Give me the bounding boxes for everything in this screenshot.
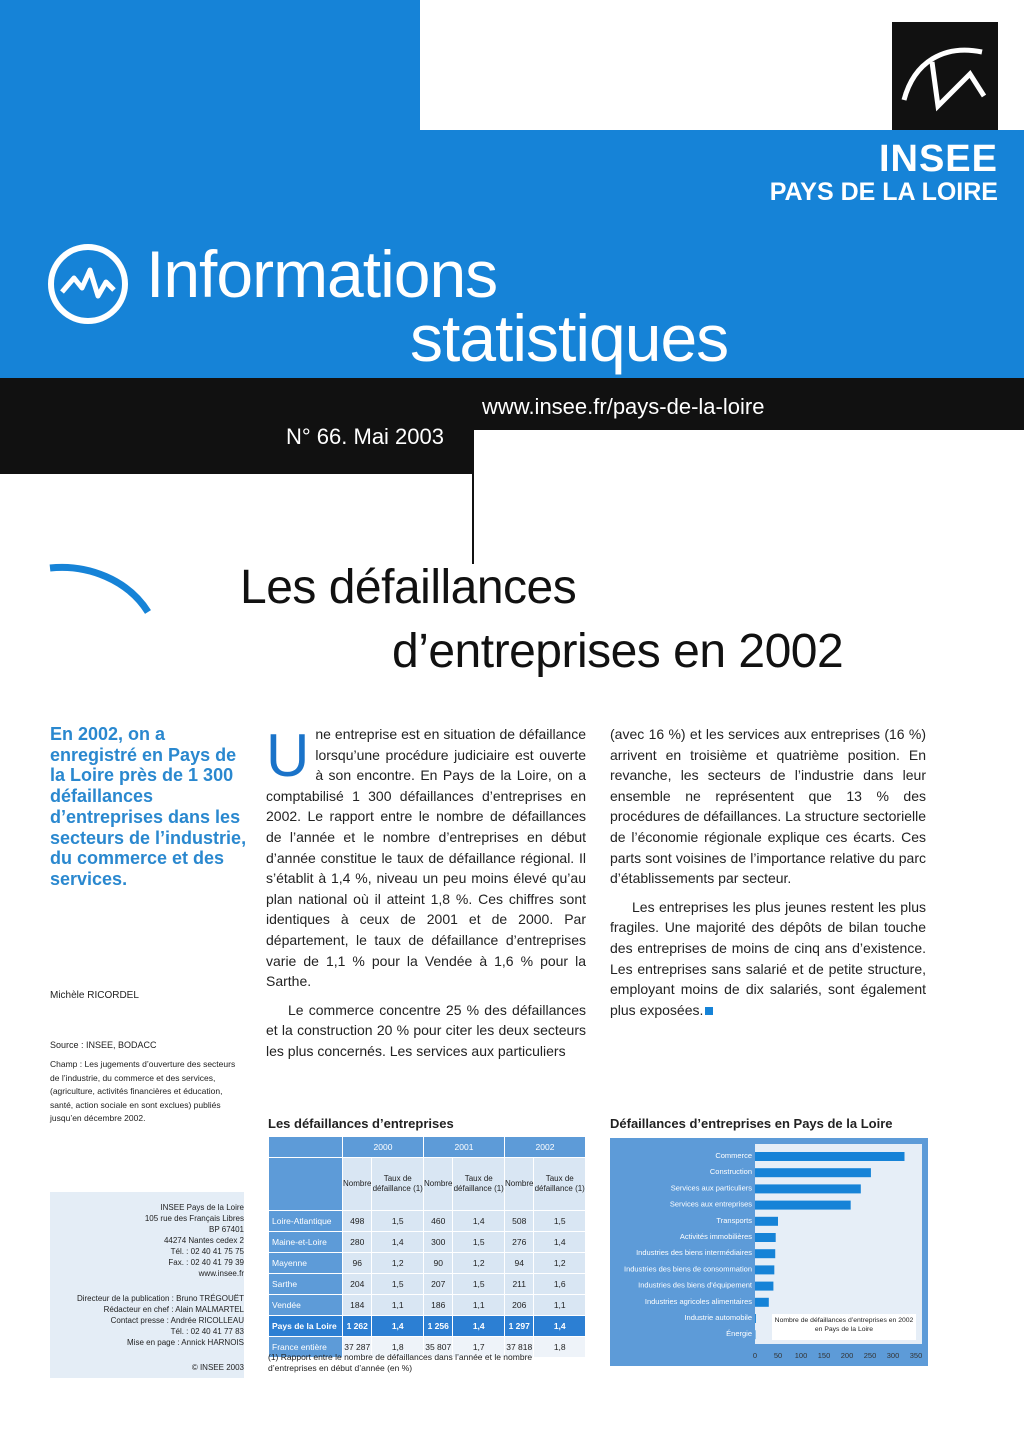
divider-line (472, 430, 474, 564)
year-header: 2000 (343, 1137, 424, 1158)
table-cell: 211 (505, 1274, 534, 1295)
year-header: 2002 (505, 1137, 586, 1158)
bar (755, 1249, 775, 1258)
bar-chart (610, 1138, 928, 1366)
table-cell: 276 (505, 1232, 534, 1253)
series-title-line2: statistiques (410, 301, 729, 375)
failures-table (268, 1136, 586, 1358)
insee-logo-icon (892, 22, 998, 130)
table-cell: 1,2 (453, 1253, 505, 1274)
drop-cap: U (266, 722, 310, 789)
address-line: www.insee.fr (198, 1269, 244, 1278)
table-cell: 1,1 (372, 1295, 424, 1316)
bar (755, 1298, 769, 1307)
bar (755, 1168, 871, 1177)
table-cell: 96 (343, 1253, 372, 1274)
table-cell: 94 (505, 1253, 534, 1274)
table-cell: 1 262 (343, 1316, 372, 1337)
end-mark-icon (705, 1007, 713, 1015)
table-cell: 1,8 (534, 1337, 586, 1358)
info-stat-logo-icon (46, 242, 130, 326)
row-label: Vendée (269, 1295, 343, 1316)
bar (755, 1314, 756, 1323)
row-label: Sarthe (269, 1274, 343, 1295)
table-corner (269, 1137, 343, 1158)
x-tick-label: 350 (909, 1351, 923, 1360)
source-note: Source : INSEE, BODACC (50, 1040, 157, 1050)
x-tick-label: 100 (794, 1351, 808, 1360)
bar (755, 1184, 861, 1193)
x-tick-label: 150 (817, 1351, 831, 1360)
paragraph: Les entreprises les plus jeunes restent les plus fragiles. Une majorité des dépôts de bilan touche des entreprises de moins de cinq ans d’existence. Les entreprises sans salarié et de petite structure, employant moins de dix salariés, sont également plus exposées. (610, 898, 926, 1018)
paragraph: (avec 16 %) et les services aux entreprises (16 %) arrivent en troisième et quatrième position. En revanche, les secteurs de l’industrie dans leur ensemble ne représentent que 13 % des procédures de défaillances. La structure sectorielle de l’économie régionale explique ces écarts. Ces parts sont voisines de l’importance relative du parc d’établissements par secteur. (610, 726, 926, 887)
table-cell: 1,4 (372, 1316, 424, 1337)
year-header: 2001 (424, 1137, 505, 1158)
bar (755, 1201, 851, 1210)
col-header-taux: Taux de défaillance (1) (372, 1158, 424, 1211)
copyright: © INSEE 2003 (191, 1363, 244, 1372)
article-title-line2: d’entreprises en 2002 (392, 625, 844, 678)
table-cell: 498 (343, 1211, 372, 1232)
address-line: BP 67401 (209, 1225, 244, 1234)
credit-line: Contact presse : Andrée RICOLLEAU (110, 1316, 244, 1325)
table-cell: 1,6 (534, 1274, 586, 1295)
bar (755, 1152, 905, 1161)
table-cell: 35 807 (424, 1337, 453, 1358)
address-line: Fax. : 02 40 41 79 39 (168, 1258, 244, 1267)
table-cell: 460 (424, 1211, 453, 1232)
bar (755, 1282, 773, 1291)
brand-name: INSEE (878, 138, 998, 180)
table-row (269, 1253, 586, 1274)
table-cell: 1,5 (534, 1211, 586, 1232)
bar (755, 1217, 778, 1226)
category-label: Industries des biens intermédiaires (636, 1248, 752, 1258)
table-cell: 1,5 (453, 1274, 505, 1295)
row-label: Maine-et-Loire (269, 1232, 343, 1253)
series-title-line1: Informations (146, 237, 498, 311)
table-cell: 206 (505, 1295, 534, 1316)
decorative-arc-icon (48, 560, 158, 620)
paragraph: Une entreprise est en situation de défaillance lorsqu’une procédure judiciaire est ouverte à son encontre. En Pays de la Loire, on a comptabilisé 1 300 défaillances d’entreprises en 2002. Le rapport entre le nombre de défaillances de l’année et le nombre d’entreprises en début d’année constitue le taux de défaillance régional. Il s’établit à 1,4 %, niveau un peu moins élevé qu’au plan national où il atteint 1,8 %. Ces chiffres sont identiques à ceux de 2001 et de 2000. Par département, le taux de défaillance d’entreprises varie de 1,1 % pour la Vendée à 1,6 % pour la Sarthe. (266, 722, 586, 990)
table-cell: 90 (424, 1253, 453, 1274)
table-row (269, 1211, 586, 1232)
x-tick-label: 200 (840, 1351, 854, 1360)
table-cell: 1,4 (453, 1316, 505, 1337)
table-cell: 1 297 (505, 1316, 534, 1337)
brand-region: PAYS DE LA LOIRE (769, 178, 998, 206)
credit-line: Tél. : 02 40 41 77 83 (170, 1327, 244, 1336)
table-cell: 204 (343, 1274, 372, 1295)
x-tick-label: 250 (863, 1351, 877, 1360)
chart-title: Défaillances d’entreprises en Pays de la Loire (610, 1116, 893, 1131)
table-title: Les défaillances d’entreprises (268, 1116, 454, 1131)
x-tick-label: 0 (752, 1351, 758, 1360)
category-label: Activités immobilières (679, 1232, 752, 1241)
table-cell: 1,2 (534, 1253, 586, 1274)
table-cell: 1,7 (453, 1337, 505, 1358)
table-cell: 1,2 (372, 1253, 424, 1274)
credit-line: Rédacteur en chef : Alain MALMARTEL (103, 1305, 244, 1314)
table-cell: 1,4 (453, 1211, 505, 1232)
table-cell: 1,8 (372, 1337, 424, 1358)
table-row (269, 1274, 586, 1295)
category-label: Construction (709, 1167, 752, 1177)
publisher-info (50, 1192, 244, 1378)
table-cell: 207 (424, 1274, 453, 1295)
credit-line: Directeur de la publication : Bruno TRÉGOUËT (76, 1294, 244, 1303)
chart-note: Nombre de défaillances d’entreprises en 2002 en Pays de la Loire (774, 1317, 914, 1333)
bar (755, 1265, 774, 1274)
category-label: Services aux particuliers (670, 1183, 752, 1193)
issue-number: N° 66. Mai 2003 (286, 424, 444, 449)
col-header-nombre: Nombre (505, 1158, 534, 1211)
table-row (269, 1232, 586, 1253)
x-tick-label: 300 (886, 1351, 900, 1360)
table-cell: 186 (424, 1295, 453, 1316)
x-tick-label: 50 (773, 1351, 783, 1360)
col-header-nombre: Nombre (343, 1158, 372, 1211)
category-label: Industries des biens de consommation (624, 1264, 752, 1274)
row-label: Mayenne (269, 1253, 343, 1274)
category-label: Services aux entreprises (669, 1199, 752, 1209)
table-cell: 1,1 (534, 1295, 586, 1316)
address-line: Tél. : 02 40 41 75 75 (170, 1247, 244, 1256)
row-label: Loire-Atlantique (269, 1211, 343, 1232)
table-cell: 1,5 (372, 1274, 424, 1295)
table-cell: 1,5 (372, 1211, 424, 1232)
table-cell: 508 (505, 1211, 534, 1232)
table-cell: 300 (424, 1232, 453, 1253)
address-line: 44274 Nantes cedex 2 (163, 1236, 244, 1245)
category-label: Industries agricoles alimentaires (644, 1296, 752, 1306)
table-cell: 1,1 (453, 1295, 505, 1316)
address-line: 105 rue des Français Libres (144, 1214, 244, 1223)
col-header-taux: Taux de défaillance (1) (534, 1158, 586, 1211)
article-title-line1: Les défaillances (240, 561, 577, 614)
author: Michèle RICORDEL (50, 990, 139, 1001)
header-band-top (0, 0, 420, 130)
table-cell: 1,4 (534, 1232, 586, 1253)
table-cell: 1,4 (534, 1316, 586, 1337)
address-line: INSEE Pays de la Loire (160, 1203, 244, 1212)
paragraph: Le commerce concentre 25 % des défaillances et la construction 20 % pour citer les deux secteurs les plus concernés. Les services aux particuliers (266, 1001, 586, 1059)
table-footnote: (1) Rapport entre le nombre de défaillances dans l’année et le nombre d’entreprises en début d’année (en %) (268, 1352, 533, 1373)
credit-line: Mise en page : Annick HARNOIS (127, 1338, 244, 1347)
col-header-taux: Taux de défaillance (1) (453, 1158, 505, 1211)
category-label: Commerce (715, 1151, 752, 1160)
row-label: France entière (269, 1337, 343, 1358)
table-cell: 1,5 (453, 1232, 505, 1253)
table-corner (269, 1158, 343, 1211)
table-cell: 1 256 (424, 1316, 453, 1337)
table-cell: 184 (343, 1295, 372, 1316)
row-label: Pays de la Loire (269, 1316, 343, 1337)
table-cell: 37 818 (505, 1337, 534, 1358)
bar (755, 1233, 776, 1242)
table-row (269, 1316, 586, 1337)
table-cell: 1,4 (372, 1232, 424, 1253)
col-header-nombre: Nombre (424, 1158, 453, 1211)
website-link[interactable]: www.insee.fr/pays-de-la-loire (482, 394, 765, 419)
scope-note: Champ : Les jugements d’ouverture des secteurs de l’industrie, du commerce et des services, (agriculture, activités financières et éducation, santé, action sociale en sont exclues) publiés jusqu’en décembre 2002. (50, 1059, 236, 1123)
category-label: Énergie (726, 1329, 752, 1339)
table-cell: 280 (343, 1232, 372, 1253)
table-cell: 37 287 (343, 1337, 372, 1358)
body-column-1 (266, 724, 586, 1062)
body-column-2 (610, 724, 926, 1020)
category-label: Transports (716, 1215, 752, 1225)
category-label: Industries des biens d’équipement (638, 1280, 752, 1290)
table-row (269, 1295, 586, 1316)
lead-summary: En 2002, on a enregistré en Pays de la Loire près de 1 300 défaillances d’entreprises dans les secteurs de l’industrie, du commerce et des services. (50, 724, 247, 889)
category-label: Industrie automobile (684, 1313, 752, 1322)
